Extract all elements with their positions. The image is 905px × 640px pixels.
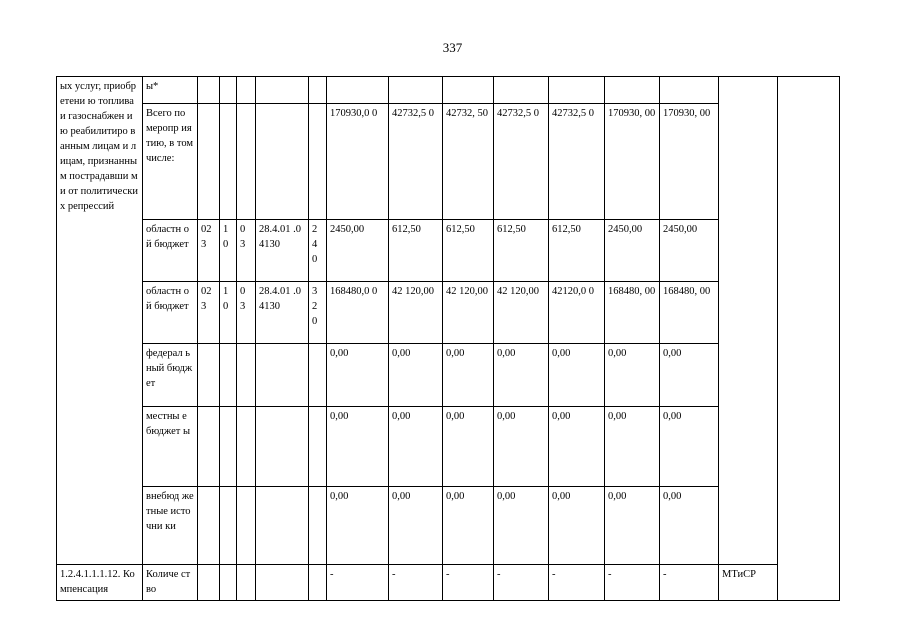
rz-code: 1 0 [220,282,237,344]
pr-code: 0 3 [237,220,256,282]
pr-code: 0 3 [237,282,256,344]
value-cell: 0,00 [494,487,549,565]
value-cell: 0,00 [660,487,719,565]
value-cell: - [389,565,443,601]
value-cell: 168480, 00 [605,282,660,344]
indicator-cell: федерал ьный бюджет [143,344,198,407]
executor-cell: МТиСР [719,565,778,601]
measure-description: ых услуг, приобретени ю топлива и газоснабжен ию реабилитиро ванным лицам и лицам, признанным пострадавши ми от политически х репрессий [57,77,143,565]
indicator-cell: местны е бюджет ы [143,407,198,487]
executor-cell [719,77,778,565]
value-cell: - [660,565,719,601]
measure-description: 1.2.4.1.1.1.12. Компенсация [57,565,143,601]
value-cell: 2450,00 [605,220,660,282]
result-cell [778,77,840,601]
indicator-cell: областн ой бюджет [143,220,198,282]
value-cell: 0,00 [605,344,660,407]
grbs-code: 02 3 [198,282,220,344]
value-cell: 0,00 [549,407,605,487]
value-cell: 42120,0 0 [549,282,605,344]
vr-code: 3 2 0 [309,282,327,344]
value-cell: 612,50 [443,220,494,282]
indicator-cell: Всего по меропр иятию, в том числе: [143,104,198,220]
value-cell: 170930,0 0 [327,104,389,220]
value-cell: 2450,00 [660,220,719,282]
value-cell: 42732,5 0 [494,104,549,220]
vr-code: 2 4 0 [309,220,327,282]
value-cell: 2450,00 [327,220,389,282]
value-cell: - [494,565,549,601]
value-cell: 42732,5 0 [549,104,605,220]
budget-table [56,76,840,601]
value-cell: 42 120,00 [443,282,494,344]
indicator-cell: областн ой бюджет [143,282,198,344]
indicator-cell: ы* [143,77,198,104]
value-cell: 0,00 [605,407,660,487]
value-cell: - [327,565,389,601]
table-row [57,565,840,601]
value-cell: 612,50 [389,220,443,282]
value-cell: 0,00 [660,344,719,407]
value-cell: 42732, 50 [443,104,494,220]
page-number: 337 [442,40,463,55]
value-cell: 0,00 [327,344,389,407]
csr-code: 28.4.01 .04130 [256,220,309,282]
value-cell: 42 120,00 [389,282,443,344]
value-cell: 612,50 [494,220,549,282]
table-row [57,77,840,104]
value-cell: 168480,0 0 [327,282,389,344]
value-cell: 0,00 [443,344,494,407]
csr-code: 28.4.01 .04130 [256,282,309,344]
value-cell: 170930, 00 [660,104,719,220]
value-cell: 0,00 [660,407,719,487]
rz-code: 1 0 [220,220,237,282]
value-cell: - [443,565,494,601]
value-cell: 0,00 [605,487,660,565]
indicator-cell: Количе ство [143,565,198,601]
value-cell: 612,50 [549,220,605,282]
value-cell: 0,00 [389,487,443,565]
value-cell: 0,00 [327,407,389,487]
value-cell: - [605,565,660,601]
grbs-code: 02 3 [198,220,220,282]
value-cell: 0,00 [549,487,605,565]
value-cell: 0,00 [327,487,389,565]
value-cell: 0,00 [494,344,549,407]
value-cell: 0,00 [494,407,549,487]
value-cell: 0,00 [443,487,494,565]
value-cell: 0,00 [549,344,605,407]
value-cell: 0,00 [389,407,443,487]
value-cell: 42732,5 0 [389,104,443,220]
value-cell: 168480, 00 [660,282,719,344]
value-cell: - [549,565,605,601]
indicator-cell: внебюд жетные источни ки [143,487,198,565]
value-cell: 0,00 [389,344,443,407]
value-cell: 0,00 [443,407,494,487]
value-cell: 42 120,00 [494,282,549,344]
value-cell: 170930, 00 [605,104,660,220]
